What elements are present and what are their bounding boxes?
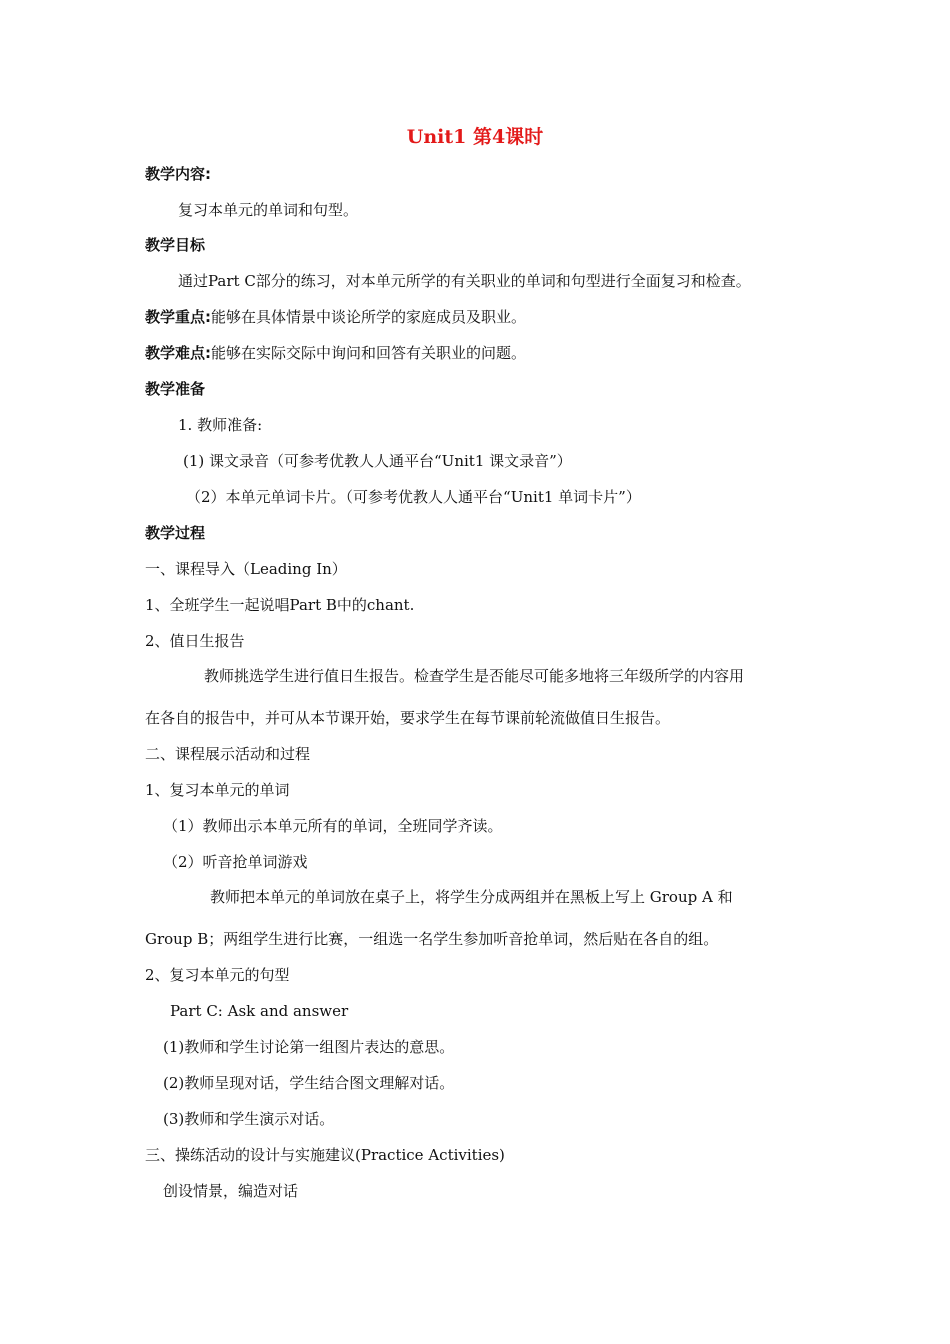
section-2-paragraph-line-1: 教师把本单元的单词放在桌子上，将学生分成两组并在黑板上写上 Group A 和 xyxy=(210,888,733,906)
section-1-paragraph-line-1: 教师挑选学生进行值日生报告。检查学生是否能尽可能多地将三年级所学的内容用 xyxy=(204,667,745,685)
goal-text: 通过Part C部分的练习，对本单元所学的有关职业的单词和句型进行全面复习和检查。 xyxy=(178,272,751,290)
content-row xyxy=(145,164,211,184)
section-2-paragraph-line-2: Group B；两组学生进行比赛，一组选一名学生参加听音抢单词，然后贴在各自的组。 xyxy=(145,930,719,948)
section-2-item-1-b: （2）听音抢单词游戏 xyxy=(163,853,308,871)
goal-label: 教学目标 xyxy=(145,236,206,254)
key-label: 教学重点: xyxy=(145,308,211,326)
difficulty-row xyxy=(145,343,526,363)
section-2-item-2-c: (3)教师和学生演示对话。 xyxy=(163,1110,335,1128)
section-1-heading: 一、课程导入（Leading In） xyxy=(145,560,347,578)
section-1-item-2: 2、值日生报告 xyxy=(145,632,245,650)
section-1-paragraph-line-2: 在各自的报告中，并可从本节课开始，要求学生在每节课前轮流做值日生报告。 xyxy=(145,709,671,727)
section-2-item-1: 1、复习本单元的单词 xyxy=(145,781,290,799)
section-1-item-1: 1、全班学生一起说唱Part B中的chant. xyxy=(145,596,415,614)
section-2-item-2-b: (2)教师呈现对话，学生结合图文理解对话。 xyxy=(163,1074,455,1092)
prep-item-1: 1. 教师准备: xyxy=(178,416,263,434)
content-text: 复习本单元的单词和句型。 xyxy=(178,201,359,219)
key-row xyxy=(145,307,526,327)
section-2-heading: 二、课程展示活动和过程 xyxy=(145,745,311,763)
prep-item-1-1: (1) 课文录音（可参考优教人人通平台“Unit1 课文录音”） xyxy=(183,452,572,470)
process-label: 教学过程 xyxy=(145,524,206,542)
difficulty-text: 能够在实际交际中询问和回答有关职业的问题。 xyxy=(211,344,527,362)
page-title: Unit1 第4课时 xyxy=(406,126,544,148)
difficulty-label: 教学难点: xyxy=(145,344,211,362)
content-label: 教学内容: xyxy=(145,165,211,183)
key-text: 能够在具体情景中谈论所学的家庭成员及职业。 xyxy=(211,308,527,326)
section-2-part-c: Part C: Ask and answer xyxy=(170,1002,349,1020)
section-2-item-1-a: （1）教师出示本单元所有的单词，全班同学齐读。 xyxy=(163,817,503,835)
prep-item-1-2: （2）本单元单词卡片。（可参考优教人人通平台“Unit1 单词卡片”） xyxy=(186,488,641,506)
section-2-item-2-a: (1)教师和学生讨论第一组图片表达的意思。 xyxy=(163,1038,455,1056)
section-3-heading: 三、操练活动的设计与实施建议(Practice Activities) xyxy=(145,1146,505,1164)
prep-label: 教学准备 xyxy=(145,380,206,398)
section-3-text: 创设情景，编造对话 xyxy=(163,1182,299,1200)
section-2-item-2: 2、复习本单元的句型 xyxy=(145,966,290,984)
